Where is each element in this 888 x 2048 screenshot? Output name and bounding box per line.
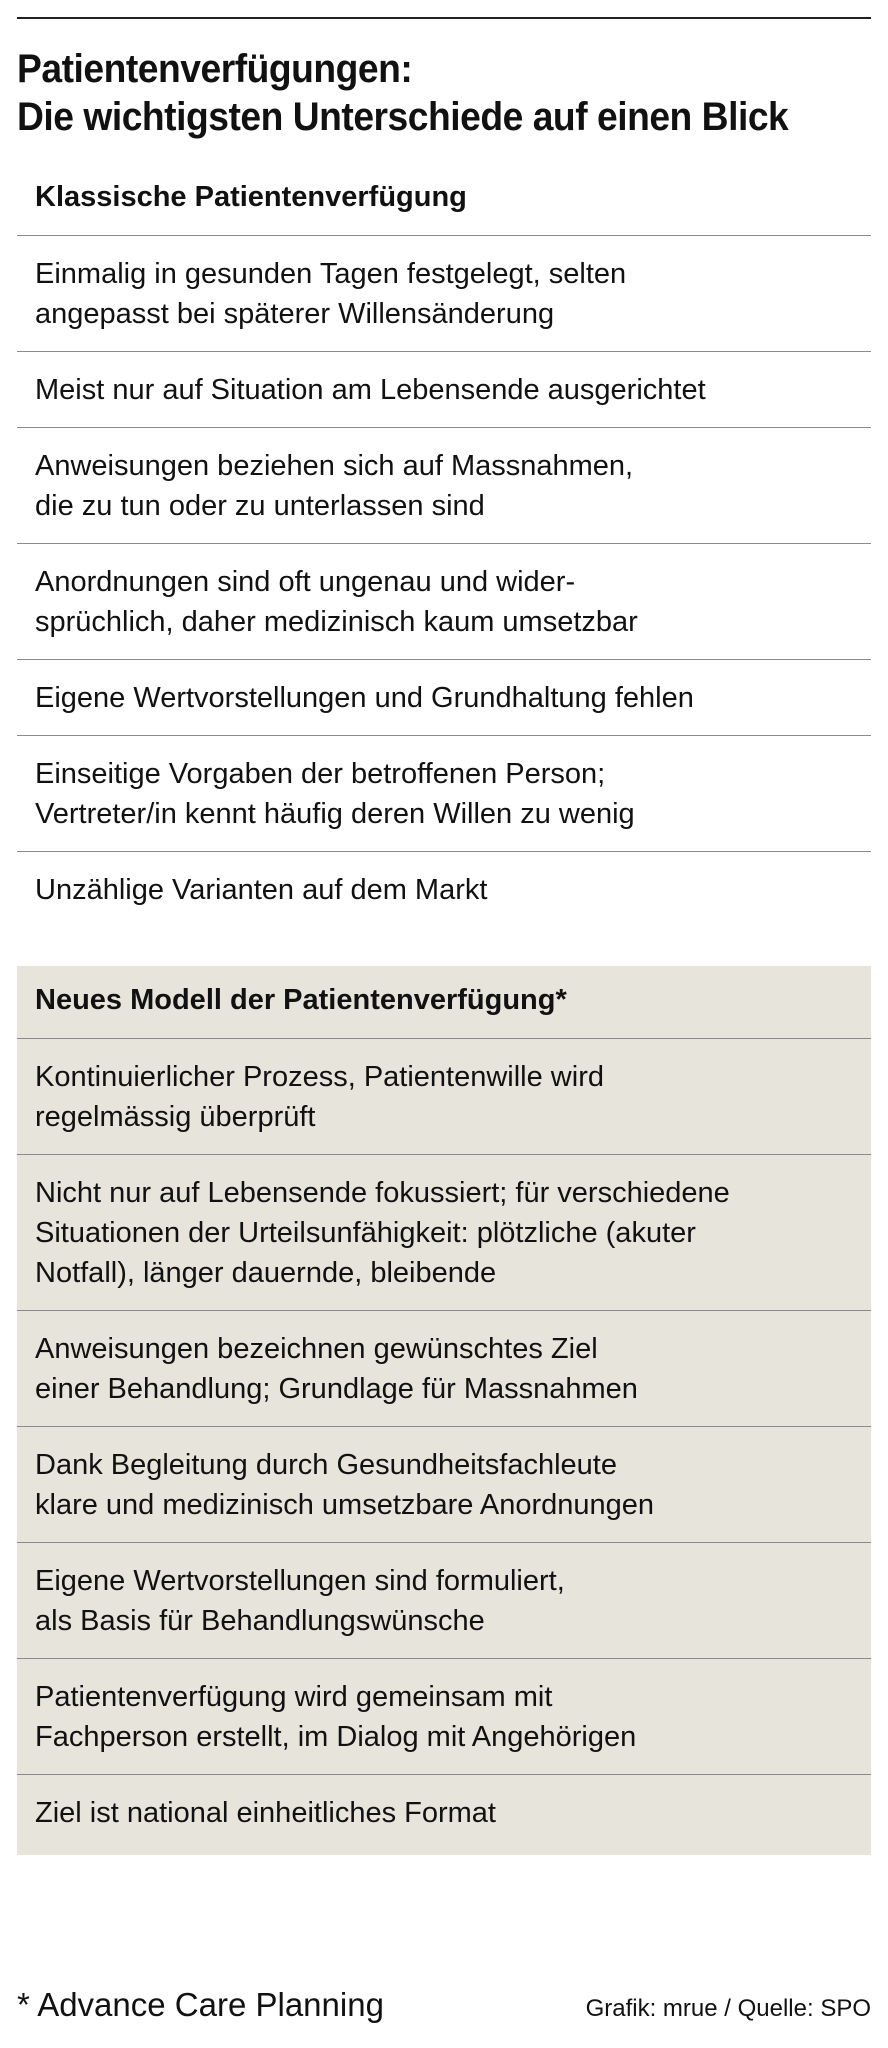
infographic [17,17,871,1855]
classic-section [17,155,871,934]
new-model-row: Dank Begleitung durch Gesundheitsfachleute klare und medizinisch umsetzbare Anordnungen [17,1427,871,1543]
new-model-section [17,966,871,1855]
new-model-row: Nicht nur auf Lebensende fokussiert; für verschiedene Situationen der Urteilsunfähigkeit: plötzliche (akuter Notfall), länger dauernde, bleibende [17,1155,871,1311]
footer [17,1985,871,2025]
footnote: * Advance Care Planning [17,1986,384,2023]
classic-row: Anordnungen sind oft ungenau und wider- sprüchlich, daher medizinisch kaum umsetzbar [17,544,871,660]
classic-row: Einmalig in gesunden Tagen festgelegt, selten angepasst bei späterer Willensänderung [17,236,871,352]
classic-row: Anweisungen beziehen sich auf Massnahmen, die zu tun oder zu unterlassen sind [17,428,871,544]
classic-row: Meist nur auf Situation am Lebensende ausgerichtet [17,352,871,428]
new-model-row: Ziel ist national einheitliches Format [35,1797,496,1829]
new-model-row: Kontinuierlicher Prozess, Patientenwille wird regelmässig überprüft [17,1039,871,1155]
new-model-row: Anweisungen bezeichnen gewünschtes Ziel einer Behandlung; Grundlage für Massnahmen [17,1311,871,1427]
new-model-row: Eigene Wertvorstellungen sind formuliert, als Basis für Behandlungswünsche [17,1543,871,1659]
new-model-row: Patientenverfügung wird gemeinsam mit Fachperson erstellt, im Dialog mit Angehörigen [17,1659,871,1775]
classic-heading: Klassische Patientenverfügung [17,155,871,236]
source-credit: Grafik: mrue / Quelle: SPO [585,1995,871,2022]
classic-row: Einseitige Vorgaben der betroffenen Person; Vertreter/in kennt häufig deren Willen zu wenig [17,736,871,852]
top-rule [17,17,871,19]
classic-row: Unzählige Varianten auf dem Markt [35,874,488,906]
title-line-2: Die wichtigsten Unterschiede auf einen Blick [17,95,789,139]
new-model-heading: Neues Modell der Patientenverfügung* [17,966,871,1039]
page-title [17,45,873,141]
title-line-1: Patientenverfügungen: [17,47,413,91]
classic-row: Eigene Wertvorstellungen und Grundhaltung fehlen [17,660,871,736]
